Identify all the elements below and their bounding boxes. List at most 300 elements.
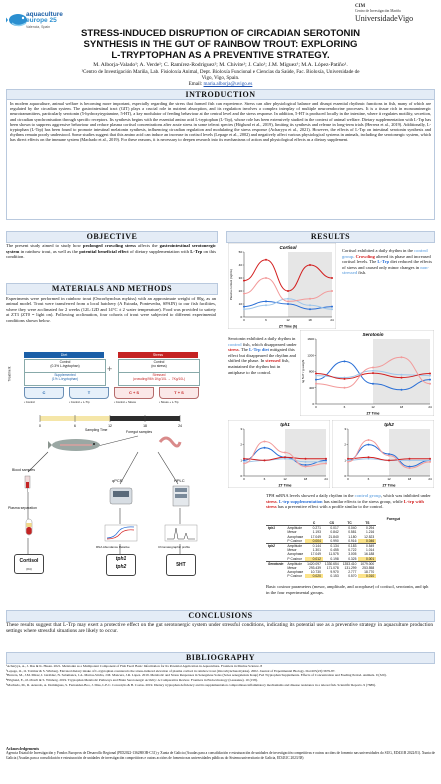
cortisol-kit-label: (Kit) xyxy=(26,567,32,571)
cim-label: CIM xyxy=(355,4,366,9)
result-text-span: stress xyxy=(228,347,239,353)
table-cell: Amplitude xyxy=(285,543,305,548)
blood-samples-label: Blood samples xyxy=(12,468,35,472)
stressed-note: (crowding/96h 1Kg/10L → 7Kg/10L) xyxy=(132,377,186,382)
result-text-span: fish, maintained the rhythm but in antiphase to the control. xyxy=(228,358,290,375)
diet-control-box xyxy=(24,359,106,373)
sampling-workflow xyxy=(8,428,218,578)
table-cell: Acrophase xyxy=(287,552,304,557)
data-point xyxy=(344,378,346,380)
group-note-ts: • Stress + L-Trp xyxy=(159,400,179,404)
result-text-span: non-stressed xyxy=(342,264,429,276)
poster-header xyxy=(0,0,441,87)
data-point xyxy=(287,298,289,300)
tph1-box-label: tph1 xyxy=(115,556,127,562)
chromatogram-icon xyxy=(164,524,198,544)
serotonin-result-text xyxy=(228,336,298,375)
serotonin-box: 5HT xyxy=(166,554,196,576)
table-cell: 253.558 xyxy=(362,565,375,570)
group-tanks xyxy=(24,387,198,399)
data-point xyxy=(309,298,311,300)
chart-title: Cortisol xyxy=(279,245,297,250)
data-point xyxy=(265,304,267,306)
email-line xyxy=(20,81,421,87)
table-cell: Amplitude xyxy=(285,526,305,531)
data-point xyxy=(243,293,245,295)
table-cell: 0.012 xyxy=(305,557,323,562)
data-point xyxy=(243,306,245,308)
table-cell: tph2 xyxy=(266,543,285,548)
hplc-label: HPLC xyxy=(174,478,185,483)
tph2-chart xyxy=(332,420,434,488)
result-text-span: control group xyxy=(354,493,381,498)
bibliography-list xyxy=(6,664,433,687)
table-cell: 0.916 xyxy=(348,538,357,543)
data-point xyxy=(331,308,333,310)
bibliography-item: ²Lepage, O., O. Tottmar & S. Winberg. Elevated dietary intake of L-tryptophan counteracts the stress-induced elevation of plasma cortisol in rainbow trout (Oncorhynchus mykiss). 2002. Journal of Experimental Biology. Doi:205(23):3679-87. xyxy=(6,668,336,673)
table-cell: 131.299 xyxy=(344,565,357,570)
data-point xyxy=(331,277,333,279)
results-heading: RESULTS xyxy=(226,231,435,243)
result-text-span: Serotonin exhibited a daily rhythm in xyxy=(228,336,296,341)
diet-supplemented-label: Supplemented xyxy=(54,373,76,377)
table-cell: 0.153 xyxy=(330,574,339,579)
y-tick-label: 50 xyxy=(238,250,242,254)
bibliography-item: ⁴Höglund, E., Ø. Øverli & S. Winberg. 2019. Tryptophan Metabolic Pathways and Brain Serotonergic Activity: A Comparative Review. Frontiers in Endocrinology (Lausanne). 10 (158). xyxy=(6,678,258,683)
data-point xyxy=(325,458,327,460)
result-text-span: has similar effects to the stress group, while xyxy=(322,498,404,504)
timeline-tick-label: 12 xyxy=(108,424,112,428)
table-cell: 1.193 xyxy=(312,530,321,535)
x-axis-label: ZT Time xyxy=(278,483,292,488)
timeline-tick-label: 18 xyxy=(143,424,147,428)
table-cell: 1420.097 xyxy=(307,561,321,566)
table-cell: 2.777 xyxy=(348,570,357,575)
table-cell: 0.570 xyxy=(348,574,357,579)
data-point xyxy=(265,277,267,279)
tph-result-text xyxy=(266,493,432,510)
x-tick-label: 24 xyxy=(324,477,328,481)
table-cell: 17.049 xyxy=(310,534,321,539)
table-cell: 0.020 xyxy=(305,574,323,578)
experimental-design-diagram xyxy=(8,352,216,414)
x-axis-label: ZT Time xyxy=(366,411,380,416)
table-cell: 0.144 xyxy=(305,543,323,548)
y-tick-label: 800 xyxy=(308,369,314,374)
table-cell: 0.017 xyxy=(323,526,341,531)
y-tick-label: 0 xyxy=(312,402,314,406)
diet-control-note: (0.3% L-tryptophan) xyxy=(50,364,80,369)
qpcr-machine-icon xyxy=(108,484,134,506)
stress-control-box xyxy=(118,359,200,373)
syringe-icon xyxy=(20,474,36,492)
table-cell: 0.325 xyxy=(348,556,357,561)
table-cell: Acrophase xyxy=(287,534,304,539)
data-point xyxy=(344,360,346,362)
data-point xyxy=(305,466,307,468)
stress-control-label: Control xyxy=(153,360,165,364)
table-cell xyxy=(266,574,285,578)
table-cell: 0.722 xyxy=(348,548,357,553)
y-tick-label: 1 xyxy=(240,458,242,463)
table-header-cell: C xyxy=(312,521,316,526)
table-cell: Amplitude xyxy=(285,561,305,566)
data-point xyxy=(401,374,403,376)
table-cell: P Cosinor xyxy=(287,574,302,579)
title-line-2: SYNTHESIS IN THE GUT OF RAINBOW TROUT: EXPLORING xyxy=(83,39,358,50)
table-header-cell: CS xyxy=(329,521,335,526)
objective-text-body: The present study aimed to study how prolonged crowding stress affects the gastrointestinal serotonergic system in rainbow trout, as well as the potential beneficial effect of dietary supplementation with L-Trp on this condition. xyxy=(6,243,216,260)
data-point xyxy=(429,461,431,463)
acknowledgements-text: Agencia Estatal de Investigación y Fondos Europeos de Desarrollo Regional (PID2022-136280OB-C31) y Xunta de Galicia (Axudas para a consolidación e estruturación de unidades de investigación competitivas e outras accións de fomento nas universidades do SUG, ED431B 2022/01). Xunta de Galicia (Axudas para a consolidación e estruturación de unidades de investigación competitivas e outras accións de fomento nas universidades públicas do Sistema universitario de Galicia, ED431C 2023/38) xyxy=(6,751,435,760)
serotonin-chart xyxy=(300,330,434,416)
test-tube-icon xyxy=(22,518,36,538)
affiliation-line-2: Vigo, Vigo, Spain. xyxy=(201,75,240,81)
result-text-span: L-Trp diet xyxy=(248,347,270,353)
table-cell: 17.049 xyxy=(310,552,321,557)
acknowledgements-heading: Acknowledgements xyxy=(6,746,40,751)
x-tick-label: 24 xyxy=(428,405,432,409)
x-tick-label: 18 xyxy=(308,318,312,322)
table-title: Foregut xyxy=(386,517,400,521)
x-tick-label: 0 xyxy=(347,477,349,481)
data-point xyxy=(305,461,307,463)
methods-heading: MATERIALS AND METHODS xyxy=(6,283,218,295)
cim-full-label: Centro de Investigación Mariña xyxy=(355,9,401,13)
table-cell: 0.001 xyxy=(358,557,376,562)
data-point xyxy=(401,377,403,379)
group-note-t: • Control + L-Trp xyxy=(69,400,90,404)
result-text-span: TPH mRNA levels showed a daily rhythm in the xyxy=(266,493,355,498)
data-point xyxy=(429,375,431,377)
data-point xyxy=(243,458,245,460)
table-cell: tph1 xyxy=(266,526,285,531)
y-tick-label: 400 xyxy=(308,385,314,390)
result-text-span: mitigated this effect but disappeared the rhythm and shifted the phase. In xyxy=(228,347,297,364)
diet-header: Diet xyxy=(24,352,104,358)
table-cell: 0.046 xyxy=(358,539,376,544)
data-point xyxy=(309,304,311,306)
table-cell: 1330.654 xyxy=(324,561,339,566)
data-point xyxy=(347,461,349,463)
qpcr-label: qPCR xyxy=(112,478,123,483)
data-point xyxy=(331,290,333,292)
email-label: Email: xyxy=(188,81,203,87)
y-tick-label: 10 xyxy=(238,302,242,306)
table-cell: Mesor xyxy=(287,565,297,570)
result-text-span: stress xyxy=(266,498,277,504)
data-point xyxy=(325,462,327,464)
rna-abundance-label: RNA Abundance Relative xyxy=(96,545,130,549)
table-cell: 1.216 xyxy=(365,530,375,535)
introduction-heading: INTRODUCTION xyxy=(6,89,435,100)
x-tick-label: 0 xyxy=(315,405,317,409)
data-point xyxy=(409,467,411,469)
hplc-machine-icon xyxy=(170,484,192,508)
y-tick-label: 30 xyxy=(238,276,242,280)
y-tick-label: 3 xyxy=(344,427,346,431)
result-text-span: fish, which disappeared under xyxy=(241,341,297,347)
timeline-tick-label: 0 xyxy=(39,424,41,428)
tph2-box-label: tph2 xyxy=(115,564,127,570)
methods-text: Experiments were performed in rainbow trout (Oncorhynchus mykiss) with an approximate weight of 80g, as an animal model. Trout were transferred from a local hatchery (A Estrada, Pontevedra, SPAIN) to our fish facilities, where they were acclimated for 2 weeks (12L:12D and 14°C ± 2 water temperature). Food was provided to satiety at ZT3 (ZT0 = light on). Following acclimation, four cohorts of trout were subjected to different experimental conditions shown below. xyxy=(6,296,216,323)
data-point xyxy=(409,458,411,460)
data-point xyxy=(368,439,370,441)
result-text-span: has a preventive effect with a profile similar to the control. xyxy=(276,504,384,510)
night-shading xyxy=(285,429,326,476)
data-point xyxy=(264,447,266,449)
y-tick-label: 1200 xyxy=(307,353,314,358)
bibliography-item: ¹Acharyya, A., J. Das & K. Hasan. 2021. Melatonin as a Multipotent Component of Fish Feed: Basic Information for Its Potential Application in Aquaculture. Frontiers in Marine Science. 8 xyxy=(6,664,263,668)
y-axis-label: Plasma cortisol (ng/mL) xyxy=(229,268,233,301)
data-point xyxy=(331,306,333,308)
data-point xyxy=(401,389,403,391)
result-text-span: L-trp supplementation xyxy=(278,498,323,504)
table-cell: 0.581 xyxy=(348,530,357,535)
data-point xyxy=(309,308,311,310)
data-point xyxy=(388,459,390,461)
treatment-label: Treatment xyxy=(7,366,12,382)
x-tick-label: 12 xyxy=(371,405,375,409)
trout-icon xyxy=(48,436,108,454)
y-tick-label: 20 xyxy=(238,289,242,293)
diet-supplemented-note: (1% L-tryptophan) xyxy=(51,377,79,382)
table-header-cell: TS xyxy=(365,521,370,526)
table-cell: 0.990 xyxy=(330,538,339,543)
affiliation xyxy=(20,69,421,87)
data-point xyxy=(372,370,374,372)
timeline-tick-label: 6 xyxy=(74,424,76,428)
table-cell: 0.004 xyxy=(305,539,323,544)
group-note-c: • Control xyxy=(24,400,35,404)
group-note-cs: • Control + Stress xyxy=(114,400,136,404)
data-point xyxy=(265,300,267,302)
table-cell: 1353.410 xyxy=(342,561,357,566)
data-point xyxy=(372,366,374,368)
table-cell: 0.294 xyxy=(358,526,376,531)
chromatographic-profile-label: Chromatographic profile xyxy=(158,545,191,549)
data-point xyxy=(243,462,245,464)
data-point xyxy=(315,379,317,381)
table-cell: 11.575 xyxy=(328,552,339,557)
logo-text-1: aquaculture xyxy=(26,11,63,18)
table-cell: Serotonin xyxy=(268,561,284,566)
result-text-span: altered its phase and increased cortisol levels. The xyxy=(342,253,431,265)
sampling-time-label: Sampling Time xyxy=(85,428,108,432)
chart-title: tph2 xyxy=(384,422,394,427)
y-tick-label: 0 xyxy=(240,315,242,319)
cortisol-box-label: Cortisol xyxy=(19,558,39,564)
result-text-span: diet reduced the effects of stress and caused only minor changes in xyxy=(342,259,432,270)
cosinor-table xyxy=(266,521,376,578)
data-point xyxy=(305,458,307,460)
x-tick-label: 18 xyxy=(399,405,404,409)
data-point xyxy=(372,372,374,374)
bibliography-heading: BIBLIOGRAPHY xyxy=(6,652,435,664)
data-point xyxy=(243,280,245,282)
x-tick-label: 12 xyxy=(283,477,287,481)
y-tick-label: 3 xyxy=(240,427,242,431)
result-text-span: fish. xyxy=(357,270,367,276)
conclusions-heading: CONCLUSIONS xyxy=(6,610,435,622)
x-axis-label: ZT Time xyxy=(382,483,396,488)
table-header-cell: TC xyxy=(347,521,352,526)
stress-control-note: (no stress) xyxy=(151,364,167,369)
logo-text-3: Valencia, Spain xyxy=(26,25,51,29)
data-point xyxy=(315,383,317,385)
x-tick-label: 6 xyxy=(263,477,266,481)
data-point xyxy=(429,383,431,385)
rna-plot-icon xyxy=(104,524,138,544)
table-cell: 0.010 xyxy=(358,574,376,578)
chart-title: Serotonin xyxy=(362,332,384,337)
cortisol-chart xyxy=(228,243,336,329)
data-point xyxy=(368,456,370,458)
table-cell: Mesor xyxy=(287,530,297,535)
result-text-span: stressed xyxy=(265,358,281,364)
table-cell: 171.078 xyxy=(326,565,339,570)
data-point xyxy=(344,387,346,389)
table-cell: 1.301 xyxy=(312,548,321,553)
tank-cs: C + S xyxy=(114,387,154,399)
conclusions-text-body: These results suggest that L-Trp may exert a protective effect on the gut serotonergic system under stressful conditions, indicating its potential use as a preventive strategy in aquaculture production settings where stressful situations are likely to occur. xyxy=(6,622,433,635)
table-cell: P Cosinor xyxy=(287,556,302,561)
y-tick-label: 1 xyxy=(344,458,346,463)
data-point xyxy=(347,458,349,460)
result-text-span: , which was inhibited under xyxy=(380,493,431,498)
email-link[interactable]: maria.alborja@uvigo.es xyxy=(203,81,253,87)
table-cell: 9.970 xyxy=(330,570,339,575)
table-cell: 1.180 xyxy=(348,534,357,539)
genes-box xyxy=(106,554,136,576)
acknowledgements xyxy=(6,747,435,760)
conclusions-text xyxy=(6,622,433,635)
table-cell: 0.549 xyxy=(358,543,376,548)
plasma-separation-label: Plasma separation xyxy=(8,506,37,510)
data-point xyxy=(264,441,266,443)
table-row xyxy=(266,574,376,578)
data-point xyxy=(284,456,286,458)
x-tick-label: 6 xyxy=(367,477,370,481)
authors: M. Alborja-Valado¹; A. Verde¹; C. Ramírez-Rodriguez²; M. Chivite¹; J. Calo¹; J.M. Míguez¹; M.A. López-Patiño¹. xyxy=(93,62,348,68)
x-tick-label: 12 xyxy=(286,318,290,322)
chart-title: tph1 xyxy=(280,422,290,427)
title-line-1: STRESS-INDUCED DISRUPTION OF CIRCADIAN SEROTONIN xyxy=(80,28,361,39)
table-cell: 0.134 xyxy=(323,543,341,548)
table-cell: 3.005 xyxy=(348,552,357,557)
foregut-icon xyxy=(158,434,182,450)
x-axis-label: ZT Time (h) xyxy=(278,324,298,329)
data-point xyxy=(243,308,245,310)
data-point xyxy=(264,459,266,461)
table-cell: 1.014 xyxy=(365,548,375,553)
table-cell: 1079.000 xyxy=(360,561,375,566)
data-point xyxy=(265,259,267,261)
bibliography-item: ⁵Machado, M., R. Azeredo, A. Domingues, S. Fernandez-Boo, J. Dias, L.E.C. Conceição & B. Costas. 2019. Dietary tryptophan deficiency and its supplementation compromises inflammatory mechanisms and disease resistance in a teleost fish. Scientific Reports. 9 (7689). xyxy=(6,682,376,687)
y-tick-label: 0 xyxy=(240,474,242,478)
table-cell: 0.271 xyxy=(305,526,323,531)
data-point xyxy=(388,455,390,457)
cortisol-result-text xyxy=(342,248,433,276)
affiliation-line-1: ¹Centro de Investigación Mariña, Lab. Fisioloxía Animal, Dept. Bioloxía Funcional e Ciencias da Saúde, Fac. Bioloxía, Universidade de xyxy=(81,69,360,75)
objective-text xyxy=(6,243,216,260)
introduction-text: In modern aquaculture, animal welfare is becoming more important, especially regarding the stress that farmed fish can experience. Stress can alter physiological balance and disrupt essential rhythmic functions in fish, many of which are regulated by the circadian system. The gastrointestinal tract (GIT) plays a crucial role in nutrient absorption, and its regulation involves a complex interplay of multiple neuroendocrine processes. It is a tissue rich in monoaminergic neurotransmitters, particularly serotonin (5-hydroxytryptamine, 5-HT), a key modulator of feeding behaviour at the central level and the stress response. In addition, 5-HT is produced locally in the intestine, where it regulates motility, secretion, and circadian synchronisation through specific receptors. Its synthesis begins with the essential amino acid L-tryptophan (L-Trp), whose role has been extensively studied in the context of animal welfare. Dietary supplementation with L-Trp has been shown to suppress aggressive behaviour and reduce plasma cortisol concentrations after acute stress in some teleost species (Höglund et al., 2019), limiting its synthesis and release in long-term trials (Herrera et al., 2019). Additionally, L-tryptophan (L-Trp) has been found to promote intestinal melatonin synthesis, influencing circadian regulation and modulating the stress response (Acharyya et al., 2021). However, the effects of L-Trp on intestinal serotonin synthesis and rhythms remain poorly understood. Some studies suggest that this amino acid can induce an increase in cortisol levels (Lepage et al., 2002) and negatively affect various physiological systems in animals, including the serotonergic system, which has direct effects on the immune system (Machado et al., 2019). For these reasons, it is necessary to deepen research into its mechanisms of action and physiological effects as a dietary supplement. xyxy=(6,99,435,220)
table-cell: 10.730 xyxy=(310,570,321,575)
x-tick-label: 0 xyxy=(243,318,245,322)
data-point xyxy=(315,375,317,377)
result-text-span: L-trp with stress xyxy=(266,498,424,510)
x-tick-label: 12 xyxy=(387,477,391,481)
cosinor-table-wrapper xyxy=(266,517,434,578)
table-cell: 21.840 xyxy=(328,534,339,539)
x-tick-label: 6 xyxy=(343,405,346,409)
x-tick-label: 24 xyxy=(330,318,334,322)
result-text-span: control xyxy=(228,341,242,347)
data-point xyxy=(309,264,311,266)
data-point xyxy=(372,383,374,385)
y-axis-label: ng 5HT / g weight xyxy=(301,359,305,384)
poster-title xyxy=(40,28,401,61)
result-text-span: Crowding xyxy=(355,253,375,259)
result-text-span: L-Trp xyxy=(377,259,390,265)
uvigo-logo xyxy=(355,4,435,28)
table-cell: 0.842 xyxy=(330,530,339,535)
objective-heading: OBJECTIVE xyxy=(6,231,218,243)
result-text-span: . The xyxy=(238,347,249,353)
diet-supplemented-box xyxy=(24,372,106,386)
title-line-3: L-TRYPTOPHAN AS A PREVENTIVE STRATEGY. xyxy=(111,50,330,61)
data-point xyxy=(315,373,317,375)
x-tick-label: 24 xyxy=(428,477,432,481)
data-point xyxy=(401,356,403,358)
diet-control-label: Control xyxy=(59,360,71,364)
table-cell: 16.188 xyxy=(364,552,375,557)
x-tick-label: 6 xyxy=(265,318,267,322)
table-cell: 0.040 xyxy=(341,526,359,531)
tph1-chart xyxy=(228,420,330,488)
data-point xyxy=(287,303,289,305)
data-point xyxy=(287,300,289,302)
y-tick-label: 0 xyxy=(344,474,346,478)
y-tick-label: 40 xyxy=(238,263,242,267)
y-tick-label: 1600 xyxy=(307,337,314,341)
stressed-label: Stressed xyxy=(152,373,166,377)
tank-ts: T + S xyxy=(159,387,199,399)
data-point xyxy=(287,290,289,292)
stressed-box xyxy=(118,372,200,386)
cortisol-box xyxy=(14,554,44,574)
tank-t: T xyxy=(69,387,109,399)
table-cell: P Cosinor xyxy=(287,538,302,543)
table-cell: Acrophase xyxy=(287,570,304,575)
y-tick-label: 2 xyxy=(344,442,346,447)
table-cell: 0.198 xyxy=(330,556,339,561)
result-text-span: control group xyxy=(342,248,428,259)
result-text-span: . xyxy=(276,498,279,504)
tank-c: C xyxy=(24,387,64,399)
data-point xyxy=(368,444,370,446)
table-cell: 12.523 xyxy=(364,534,375,539)
bibliography-item: ³Herrera, M., J.M. Mírez, I. Giráldez, N. Salamanca, J.A. Martos-Sitcha, J.M. Mancera, J.R. López. 2019. Metabolic and Stress Responses in Senegalese Soles (Solea senegalensis Kaup) Fed Tryptophan Supplements. Effects of Concentration and Feeding Period. Animals. 9 (320). xyxy=(6,673,387,678)
timeline-tick-label: 24 xyxy=(178,424,182,428)
uvigo-wordmark: UniversidadeVigo xyxy=(355,14,414,23)
x-tick-label: 18 xyxy=(303,477,308,481)
foregut-samples-label: Foregut samples xyxy=(126,430,153,434)
table-caption: Basic cosinor parameters (mesor, amplitude, and acrophase) of cortisol, serotonin, and tph in the four experimental groups. xyxy=(266,584,429,595)
table-cell: 18.770 xyxy=(364,570,375,575)
table-cell: 0.455 xyxy=(330,548,339,553)
y-tick-label: 2 xyxy=(240,442,242,447)
